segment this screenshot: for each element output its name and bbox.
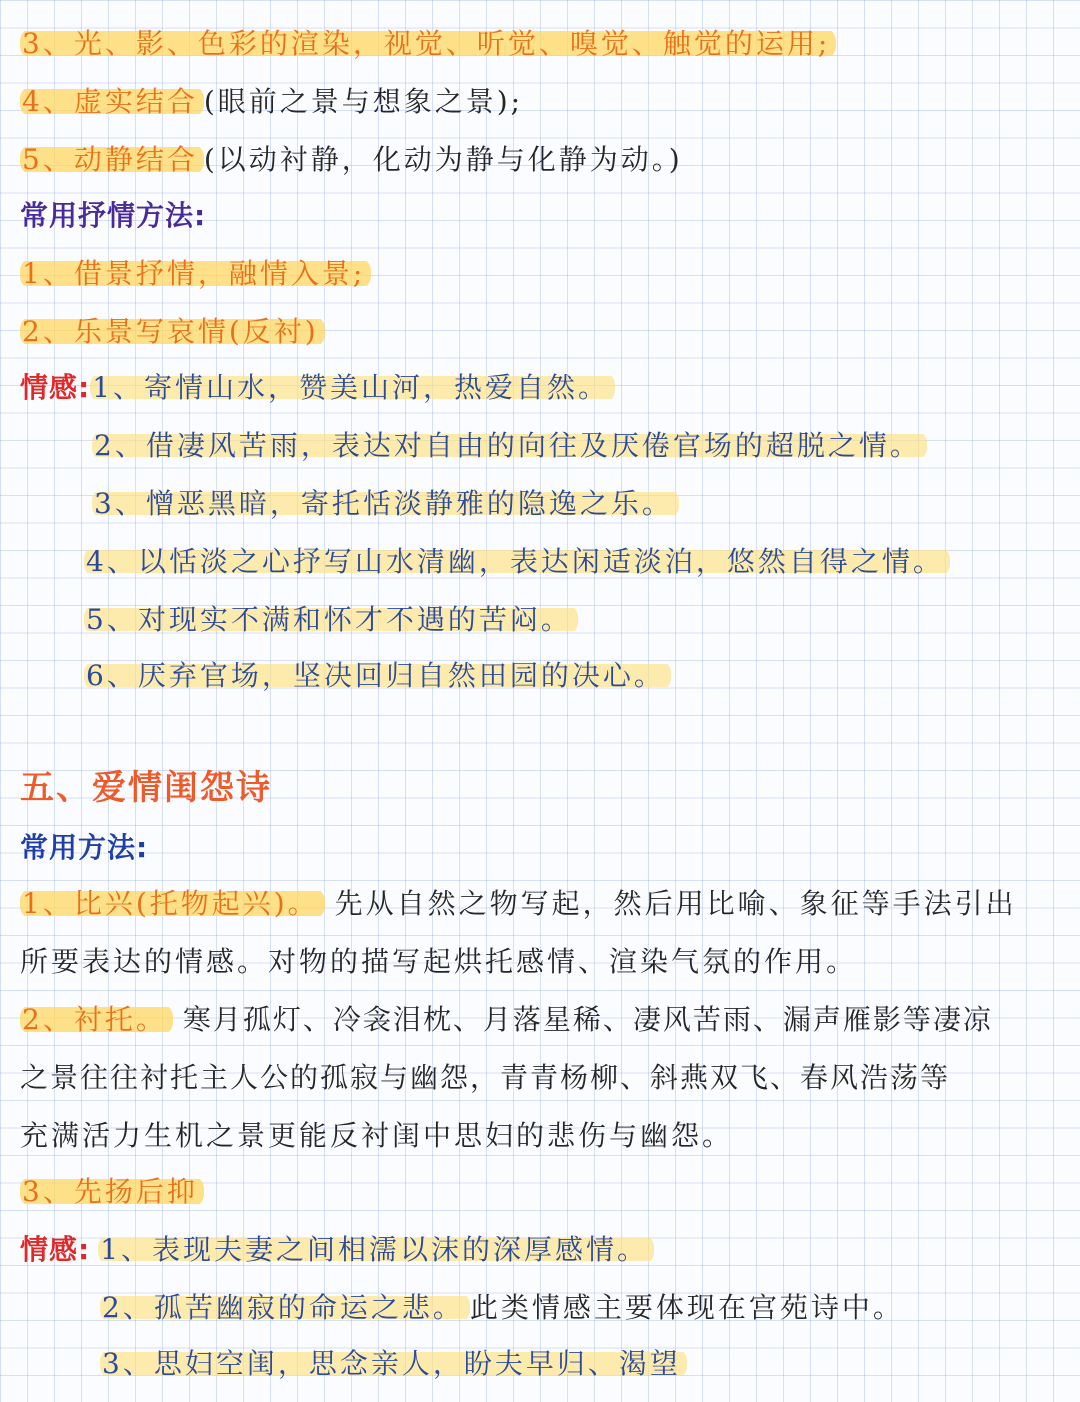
- section-emotion-row-1: [20, 1230, 654, 1270]
- technique-item-4: [20, 82, 523, 122]
- method-2-line-2: 之景往往衬托主人公的孤寂与幽怨，青青杨柳、斜燕双飞、春风浩荡等: [20, 1061, 951, 1094]
- method-1-line-1: [20, 884, 1017, 924]
- method-3-text: 3、先扬后抑: [20, 1175, 204, 1208]
- method-2-label: 2、衬托。: [20, 1003, 173, 1036]
- method-2-line-1: [20, 1000, 993, 1040]
- method-2-desc-a: 寒月孤灯、冷衾泪枕、月落星稀、凄风苦雨、漏声雁影等凄凉: [182, 1003, 993, 1036]
- lyric-method-2-text: 2、乐景写哀情(反衬): [20, 315, 325, 348]
- emotion-row-4: [84, 542, 950, 582]
- lyric-method-2: [20, 312, 325, 352]
- emotion-item-1: 1、寄情山水，赞美山河，热爱自然。: [90, 371, 615, 404]
- section-emotion-item-1: 1、表现夫妻之间相濡以沫的深厚感情。: [98, 1233, 654, 1266]
- emotion-row-3: [92, 484, 679, 524]
- section-heading: 五、爱情闺怨诗: [20, 768, 272, 808]
- technique-item-5-desc: (以动衬静，化动为静与化静为动。): [203, 143, 683, 176]
- section-emotion-row-3: [100, 1344, 687, 1384]
- emotion-label: 情感:: [20, 371, 91, 404]
- section-emotion-label: 情感:: [20, 1233, 91, 1266]
- technique-item-3-text: 3、光、影、色彩的渲染，视觉、听觉、嗅觉、触觉的运用;: [20, 27, 836, 60]
- method-2-line-3: 充满活力生机之景更能反衬闺中思妇的悲伤与幽怨。: [20, 1119, 734, 1152]
- technique-item-5-label: 5、动静结合: [20, 143, 204, 176]
- emotion-item-2: 2、借凄风苦雨，表达对自由的向往及厌倦官场的超脱之情。: [92, 429, 927, 462]
- emotion-item-4: 4、以恬淡之心抒写山水清幽，表达闲适淡泊，悠然自得之情。: [84, 545, 950, 578]
- emotion-row-6: [84, 656, 671, 696]
- method-1-line-2: 所要表达的情感。对物的描写起烘托感情、渲染气氛的作用。: [20, 945, 858, 978]
- method-1-label: 1、比兴(托物起兴)。: [20, 887, 325, 920]
- technique-item-3: [20, 24, 836, 64]
- emotion-item-6: 6、厌弃官场，坚决回归自然田园的决心。: [84, 659, 671, 692]
- emotion-row-2: [92, 426, 927, 466]
- emotion-row-5: [84, 600, 578, 640]
- lyric-method-1-text: 1、借景抒情，融情入景;: [20, 257, 371, 290]
- emotion-row-1: [20, 368, 615, 408]
- lyric-methods-title: 常用抒情方法:: [20, 199, 207, 232]
- section-emotion-row-2: [100, 1288, 904, 1328]
- emotion-item-5: 5、对现实不满和怀才不遇的苦闷。: [84, 603, 578, 636]
- technique-item-5: [20, 140, 683, 180]
- section-emotion-item-2-desc: 此类情感主要体现在宫苑诗中。: [469, 1291, 904, 1324]
- section-emotion-item-3: 3、思妇空闺，思念亲人，盼夫早归、渴望: [100, 1347, 687, 1380]
- section-emotion-item-2-label: 2、孤苦幽寂的命运之悲。: [100, 1291, 470, 1324]
- technique-item-4-desc: (眼前之景与想象之景);: [203, 85, 524, 118]
- lyric-method-1: [20, 254, 371, 294]
- section-methods-title: 常用方法:: [20, 831, 149, 864]
- method-3: [20, 1172, 204, 1212]
- emotion-item-3: 3、憎恶黑暗，寄托恬淡静雅的隐逸之乐。: [92, 487, 679, 520]
- technique-item-4-label: 4、虚实结合: [20, 85, 204, 118]
- method-1-desc-a: 先从自然之物写起，然后用比喻、象征等手法引出: [334, 887, 1017, 920]
